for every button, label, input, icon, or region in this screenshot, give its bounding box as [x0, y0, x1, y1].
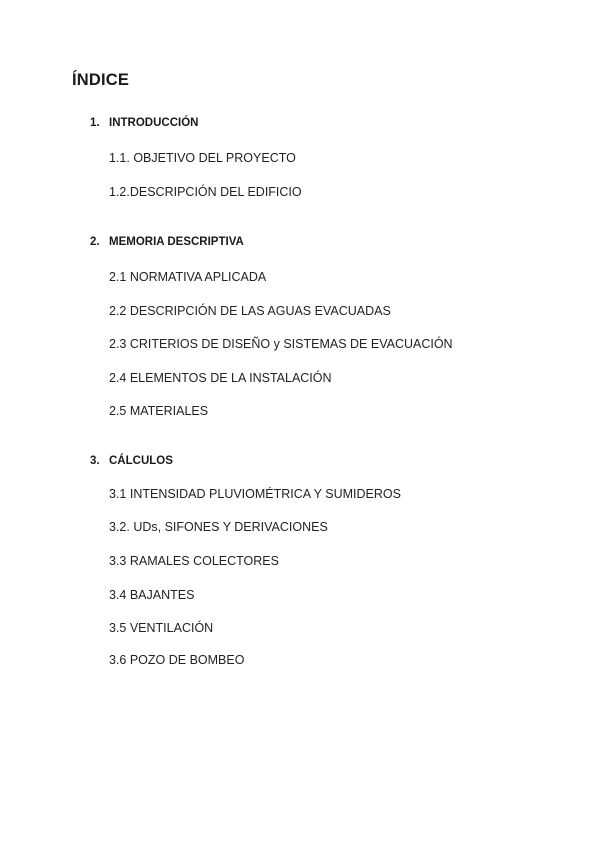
toc-item-2-1[interactable]: 2.1 NORMATIVA APLICADA — [109, 270, 267, 284]
section-label: CÁLCULOS — [109, 455, 173, 467]
toc-item-3-3[interactable]: 3.3 RAMALES COLECTORES — [109, 554, 279, 568]
section-label: MEMORIA DESCRIPTIVA — [109, 236, 244, 248]
toc-item-3-4[interactable]: 3.4 BAJANTES — [109, 588, 195, 602]
page-title: ÍNDICE — [72, 71, 130, 89]
toc-section-calculos[interactable] — [90, 455, 173, 467]
toc-item-2-5[interactable]: 2.5 MATERIALES — [109, 404, 209, 418]
toc-item-3-5[interactable]: 3.5 VENTILACIÓN — [109, 621, 214, 635]
toc-item-2-3[interactable]: 2.3 CRITERIOS DE DISEÑO y SISTEMAS DE EVACUACIÓN — [109, 337, 453, 351]
toc-item-2-4[interactable]: 2.4 ELEMENTOS DE LA INSTALACIÓN — [109, 371, 332, 385]
section-number: 1. — [90, 117, 100, 129]
section-number: 3. — [90, 455, 100, 467]
toc-item-3-6[interactable]: 3.6 POZO DE BOMBEO — [109, 653, 245, 667]
toc-section-memoria-descriptiva[interactable] — [90, 236, 244, 248]
toc-item-3-1[interactable]: 3.1 INTENSIDAD PLUVIOMÉTRICA Y SUMIDEROS — [109, 487, 401, 501]
toc-item-1-2[interactable]: 1.2.DESCRIPCIÓN DEL EDIFICIO — [109, 185, 302, 199]
toc-item-2-2[interactable]: 2.2 DESCRIPCIÓN DE LAS AGUAS EVACUADAS — [109, 304, 391, 318]
toc-item-3-2[interactable]: 3.2. UDs, SIFONES Y DERIVACIONES — [109, 520, 328, 534]
section-label: INTRODUCCIÓN — [109, 117, 199, 129]
toc-item-1-1[interactable]: 1.1. OBJETIVO DEL PROYECTO — [109, 151, 296, 165]
toc-section-introduccion[interactable] — [90, 117, 198, 129]
section-number: 2. — [90, 236, 100, 248]
